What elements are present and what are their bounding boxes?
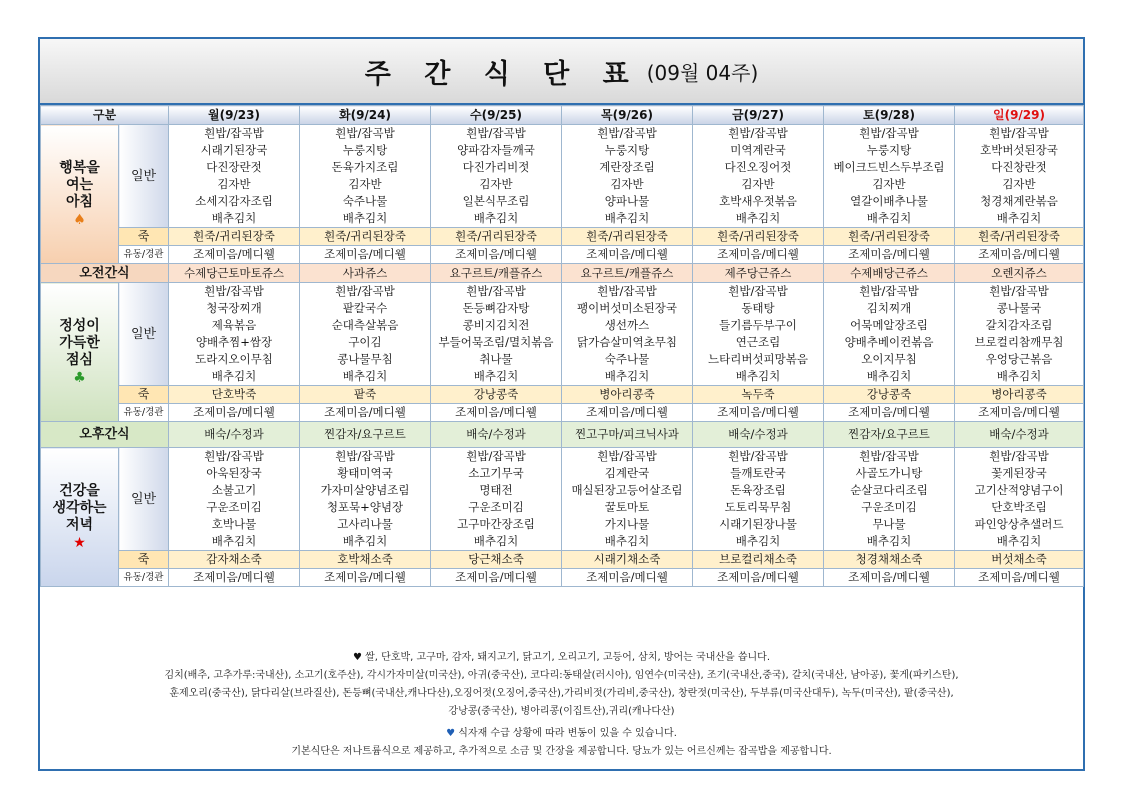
category-header: 구분 (41, 106, 169, 125)
porridge-cell: 강낭콩죽 (431, 386, 562, 404)
menu-item: 갈치감자조림 (985, 318, 1053, 332)
porridge-cell: 청경채채소죽 (824, 551, 955, 569)
menu-item: 배추김치 (866, 369, 912, 383)
porridge-cell: 녹두죽 (693, 386, 824, 404)
menu-item: 브로컬리참깨무침 (974, 335, 1064, 349)
menu-cell (562, 125, 693, 228)
liquid-cell: 조제미음/메디웰 (693, 404, 824, 422)
star-icon: ★ (73, 534, 86, 551)
menu-item: 제육볶음 (211, 318, 257, 332)
menu-item: 배추김치 (342, 369, 388, 383)
porridge-cell: 당근채소죽 (431, 551, 562, 569)
menu-item: 들깨토란국 (730, 466, 786, 480)
menu-item: 김자반 (348, 177, 382, 191)
menu-cell (955, 283, 1084, 386)
porridge-cell: 감자채소죽 (169, 551, 300, 569)
menu-item: 연근조림 (735, 335, 781, 349)
liquid-row (41, 569, 1084, 587)
snack-cell: 찐감자/요구르트 (300, 422, 431, 448)
day-header: 화(9/24) (300, 106, 431, 125)
club-icon: ♣ (73, 369, 86, 386)
menu-item: 김치찌개 (866, 301, 912, 315)
porridge-cell: 흰죽/귀리된장죽 (169, 228, 300, 246)
origin-head-line (40, 649, 1083, 667)
menu-item: 단호박조림 (991, 500, 1047, 514)
menu-item: 호박나물 (211, 517, 257, 531)
heart-icon: ♥ (352, 652, 362, 663)
menu-cell (169, 125, 300, 228)
menu-cell (431, 448, 562, 551)
menu-item: 팥칼국수 (342, 301, 388, 315)
menu-cell (300, 283, 431, 386)
liquid-row (41, 404, 1084, 422)
porridge-cell: 브로컬리채소죽 (693, 551, 824, 569)
liquid-cell: 조제미음/메디웰 (169, 569, 300, 587)
menu-item: 배추김치 (996, 211, 1042, 225)
meal-label-line: 가득한 (59, 334, 100, 351)
menu-item: 흰밥/잡곡밥 (597, 449, 657, 463)
menu-item: 시래기된장나물 (719, 517, 797, 531)
menu-item: 콩비지김치전 (462, 318, 530, 332)
snack-cell: 배숙/수정과 (431, 422, 562, 448)
origin-head: 쌀, 단호박, 고구마, 감자, 돼지고기, 닭고기, 오리고기, 고등어, 삼치, 방어는 국내산을 씁니다. (365, 652, 770, 663)
menu-item: 호박새우젓볶음 (719, 194, 797, 208)
menu-item: 흰밥/잡곡밥 (859, 449, 919, 463)
snack_am-label: 오전간식 (41, 264, 169, 283)
menu-cell (824, 125, 955, 228)
menu-item: 배추김치 (604, 211, 650, 225)
menu-item: 계란장조림 (599, 160, 655, 174)
liquid-label: 유동/경관 (119, 404, 169, 422)
meal-label-line: 여는 (65, 176, 94, 193)
menu-item: 흰밥/잡곡밥 (335, 126, 395, 140)
menu-cell (431, 125, 562, 228)
menu-item: 다진오징어젓 (724, 160, 792, 174)
menu-item: 부들어묵조림/멸치볶음 (438, 335, 554, 349)
menu-item: 양파나물 (604, 194, 650, 208)
week-label: (09월 04주) (646, 60, 759, 85)
liquid-cell: 조제미음/메디웰 (824, 569, 955, 587)
menu-item: 배추김치 (996, 534, 1042, 548)
menu-item: 흰밥/잡곡밥 (466, 284, 526, 298)
menu-item: 취나물 (479, 352, 513, 366)
menu-item: 소세지감자조림 (195, 194, 273, 208)
menu-item: 구운조미김 (206, 500, 262, 514)
weekly-menu-table (40, 105, 1084, 587)
menu-item: 구이김 (348, 335, 382, 349)
day-header: 수(9/25) (431, 106, 562, 125)
menu-cell (562, 448, 693, 551)
menu-cell (824, 283, 955, 386)
menu-item: 팽이버섯미소된장국 (577, 301, 677, 315)
menu-item: 흰밥/잡곡밥 (597, 284, 657, 298)
menu-item: 청국장찌개 (206, 301, 262, 315)
menu-item: 가지나물 (604, 517, 650, 531)
day-header: 일(9/29) (955, 106, 1084, 125)
liquid-row (41, 246, 1084, 264)
menu-item: 흰밥/잡곡밥 (989, 449, 1049, 463)
porridge-row (41, 386, 1084, 404)
menu-item: 배추김치 (604, 369, 650, 383)
menu-item: 콩나물무침 (337, 352, 393, 366)
porridge-cell: 단호박죽 (169, 386, 300, 404)
liquid-cell: 조제미음/메디웰 (562, 246, 693, 264)
menu-item: 흰밥/잡곡밥 (989, 284, 1049, 298)
menu-item: 양배추베이컨볶음 (844, 335, 934, 349)
menu-item: 김계란국 (604, 466, 650, 480)
menu-item: 콩나물국 (996, 301, 1042, 315)
meal-label-line: 저녁 (65, 516, 94, 533)
menu-item: 닭가슴살미역초무침 (577, 335, 677, 349)
menu-item: 구운조미김 (468, 500, 524, 514)
menu-item: 열갈이배추나물 (850, 194, 928, 208)
origin-line: 훈제오리(중국산), 닭다리살(브라질산), 돈등뼈(국내산,캐나다산),오징어젓(오징어,중국산),가리비젓(가리비,중국산), 창란젓(미국산), 두부류(미국산대두), 녹두(미국산), 팥(중국산), (169, 688, 954, 699)
porridge-cell: 흰죽/귀리된장죽 (693, 228, 824, 246)
liquid-cell: 조제미음/메디웰 (169, 246, 300, 264)
snack_pm-label: 오후간식 (41, 422, 169, 448)
liquid-cell: 조제미음/메디웰 (300, 404, 431, 422)
menu-item: 베이크드빈스두부조림 (833, 160, 945, 174)
menu-cell (300, 448, 431, 551)
menu-item: 파인앙상추샐러드 (974, 517, 1064, 531)
porridge-cell: 시래기채소죽 (562, 551, 693, 569)
menu-item: 구운조미김 (861, 500, 917, 514)
menu-item: 고구마간장조림 (457, 517, 535, 531)
menu-item: 도토리묵무침 (724, 500, 792, 514)
change-note-line (40, 725, 1083, 743)
menu-item: 꽃게된장국 (991, 466, 1047, 480)
general-label: 일반 (119, 448, 169, 551)
menu-cell (693, 448, 824, 551)
menu-item: 누룽지탕 (866, 143, 912, 157)
menu-item: 김자반 (741, 177, 775, 191)
menu-item: 흰밥/잡곡밥 (859, 284, 919, 298)
menu-item: 흰밥/잡곡밥 (466, 126, 526, 140)
meal-label-line: 점심 (65, 351, 94, 368)
menu-cell (693, 283, 824, 386)
menu-item: 배추김치 (866, 211, 912, 225)
day-header: 금(9/27) (693, 106, 824, 125)
snack-cell: 요구르트/캐플쥬스 (562, 264, 693, 283)
dinner-label (41, 448, 119, 587)
menu-item: 숙주나물 (604, 352, 650, 366)
menu-item: 흰밥/잡곡밥 (859, 126, 919, 140)
menu-item: 누룽지탕 (342, 143, 388, 157)
menu-item: 김자반 (217, 177, 251, 191)
day-header: 목(9/26) (562, 106, 693, 125)
general-label: 일반 (119, 283, 169, 386)
menu-item: 가자미살양념조림 (320, 483, 410, 497)
menu-item: 배추김치 (735, 369, 781, 383)
liquid-cell: 조제미음/메디웰 (562, 404, 693, 422)
liquid-cell: 조제미음/메디웰 (955, 404, 1084, 422)
menu-item: 생선까스 (604, 318, 650, 332)
snack-cell: 배숙/수정과 (955, 422, 1084, 448)
notes-section (40, 649, 1083, 761)
lunch-label (41, 283, 119, 422)
menu-item: 다진창란젓 (991, 160, 1047, 174)
menu-item: 매실된장고등어살조림 (571, 483, 683, 497)
menu-cell (562, 283, 693, 386)
porridge-label: 죽 (119, 386, 169, 404)
header-row (41, 106, 1084, 125)
menu-item: 명태전 (479, 483, 513, 497)
menu-item: 흰밥/잡곡밥 (728, 284, 788, 298)
menu-item: 황태미역국 (337, 466, 393, 480)
menu-item: 흰밥/잡곡밥 (728, 449, 788, 463)
liquid-cell: 조제미음/메디웰 (955, 569, 1084, 587)
menu-item: 배추김치 (473, 534, 519, 548)
menu-item: 고사리나물 (337, 517, 393, 531)
menu-item: 배추김치 (866, 534, 912, 548)
menu-item: 돈육가지조림 (331, 160, 399, 174)
menu-item: 도라지오이무침 (195, 352, 273, 366)
general-row (41, 125, 1084, 228)
meal-label-line: 생각하는 (52, 499, 107, 516)
liquid-cell: 조제미음/메디웰 (693, 569, 824, 587)
menu-item: 배추김치 (211, 369, 257, 383)
menu-item: 어묵메알장조림 (850, 318, 928, 332)
menu-item: 청포묵+양념장 (326, 500, 404, 514)
menu-item: 흰밥/잡곡밥 (335, 284, 395, 298)
menu-item: 돈등뼈감자탕 (462, 301, 530, 315)
general-label: 일반 (119, 125, 169, 228)
menu-cell (169, 448, 300, 551)
snack-cell: 요구르트/캐플쥬스 (431, 264, 562, 283)
liquid-cell: 조제미음/메디웰 (300, 246, 431, 264)
porridge-cell: 호박채소죽 (300, 551, 431, 569)
menu-item: 호박버섯된장국 (980, 143, 1058, 157)
meal-label-line: 아침 (65, 193, 94, 210)
menu-item: 양파감자들깨국 (457, 143, 535, 157)
menu-item: 배추김치 (211, 534, 257, 548)
breakfast-label (41, 125, 119, 264)
menu-item: 소고기무국 (468, 466, 524, 480)
snack-cell: 수제당근토마토쥬스 (169, 264, 300, 283)
porridge-cell: 버섯채소죽 (955, 551, 1084, 569)
snack-cell: 배숙/수정과 (693, 422, 824, 448)
menu-item: 배추김치 (735, 211, 781, 225)
menu-item: 고기산적양념구이 (974, 483, 1064, 497)
menu-item: 느타리버섯피망볶음 (708, 352, 808, 366)
snack-cell: 제주당근쥬스 (693, 264, 824, 283)
meal-label-line: 건강을 (59, 482, 100, 499)
menu-item: 청경채계란볶음 (980, 194, 1058, 208)
porridge-label: 죽 (119, 228, 169, 246)
liquid-cell: 조제미음/메디웰 (431, 569, 562, 587)
menu-item: 일본식무조림 (462, 194, 530, 208)
liquid-label: 유동/경관 (119, 569, 169, 587)
liquid-cell: 조제미음/메디웰 (824, 246, 955, 264)
title-bar (40, 39, 1083, 105)
menu-item: 무나물 (872, 517, 906, 531)
liquid-label: 유동/경관 (119, 246, 169, 264)
meal-label-line: 정성이 (59, 317, 100, 334)
menu-item: 흰밥/잡곡밥 (989, 126, 1049, 140)
menu-item: 들기름두부구이 (719, 318, 797, 332)
liquid-cell: 조제미음/메디웰 (431, 404, 562, 422)
menu-item: 다진장란젓 (206, 160, 262, 174)
snack-cell: 오렌지쥬스 (955, 264, 1084, 283)
menu-item: 배추김치 (211, 211, 257, 225)
liquid-cell: 조제미음/메디웰 (955, 246, 1084, 264)
liquid-cell: 조제미음/메디웰 (300, 569, 431, 587)
porridge-cell: 흰죽/귀리된장죽 (431, 228, 562, 246)
menu-item: 양배추찜+쌈장 (195, 335, 273, 349)
menu-item: 배추김치 (342, 211, 388, 225)
snack_am-row (41, 264, 1084, 283)
liquid-cell: 조제미음/메디웰 (693, 246, 824, 264)
origin-line: 강낭콩(중국산), 병아리콩(이집트산),귀리(캐나다산) (448, 706, 675, 717)
page-title: 주 간 식 단 표 (364, 58, 641, 90)
menu-item: 꿀토마토 (604, 500, 650, 514)
menu-cell (955, 448, 1084, 551)
menu-cell (169, 283, 300, 386)
porridge-cell: 흰죽/귀리된장죽 (300, 228, 431, 246)
menu-item: 다진가리비젓 (462, 160, 530, 174)
menu-item: 배추김치 (604, 534, 650, 548)
menu-item: 순대측살볶음 (331, 318, 399, 332)
menu-item: 배추김치 (473, 211, 519, 225)
spade-icon: ♠ (73, 211, 86, 228)
menu-frame (38, 37, 1085, 771)
menu-item: 배추김치 (473, 369, 519, 383)
menu-item: 흰밥/잡곡밥 (204, 284, 264, 298)
origin-line: 김치(배추, 고추가루:국내산), 소고기(호주산), 각시가자미살(미국산), 아귀(중국산), 코다리:동태살(러시아), 임연수(미국산), 조기(국내산,중국), 갈치(국내산, 남아공), 꽃게(파키스탄), (164, 670, 959, 681)
porridge-cell: 흰죽/귀리된장죽 (824, 228, 955, 246)
day-header: 월(9/23) (169, 106, 300, 125)
menu-item: 우엉당근볶음 (985, 352, 1053, 366)
snack-cell: 찐감자/요구르트 (824, 422, 955, 448)
menu-item: 순살코다리조림 (850, 483, 928, 497)
menu-item: 김자반 (872, 177, 906, 191)
menu-item: 배추김치 (735, 534, 781, 548)
liquid-cell: 조제미음/메디웰 (562, 569, 693, 587)
menu-cell (824, 448, 955, 551)
menu-item: 오이지무침 (861, 352, 917, 366)
menu-item: 흰밥/잡곡밥 (204, 126, 264, 140)
menu-item: 숙주나물 (342, 194, 388, 208)
liquid-cell: 조제미음/메디웰 (824, 404, 955, 422)
porridge-row (41, 551, 1084, 569)
porridge-cell: 흰죽/귀리된장죽 (955, 228, 1084, 246)
liquid-cell: 조제미음/메디웰 (431, 246, 562, 264)
menu-item: 배추김치 (342, 534, 388, 548)
meal-label-line: 행복을 (59, 159, 100, 176)
menu-cell (955, 125, 1084, 228)
menu-item: 아욱된장국 (206, 466, 262, 480)
menu-item: 흰밥/잡곡밥 (466, 449, 526, 463)
menu-item: 시래기된장국 (200, 143, 268, 157)
menu-item: 김자반 (1002, 177, 1036, 191)
snack-cell: 배숙/수정과 (169, 422, 300, 448)
day-header: 토(9/28) (824, 106, 955, 125)
porridge-label: 죽 (119, 551, 169, 569)
snack-cell: 수제배당근쥬스 (824, 264, 955, 283)
porridge-cell: 흰죽/귀리된장죽 (562, 228, 693, 246)
menu-item: 김자반 (610, 177, 644, 191)
liquid-cell: 조제미음/메디웰 (169, 404, 300, 422)
menu-item: 흰밥/잡곡밥 (728, 126, 788, 140)
general-row (41, 448, 1084, 551)
snack-cell: 사과쥬스 (300, 264, 431, 283)
menu-item: 흰밥/잡곡밥 (597, 126, 657, 140)
snack_pm-row (41, 422, 1084, 448)
menu-item: 미역계란국 (730, 143, 786, 157)
change-note: 식자재 수급 상황에 따라 변동이 있을 수 있습니다. (458, 728, 677, 739)
porridge-row (41, 228, 1084, 246)
porridge-cell: 병아리콩죽 (562, 386, 693, 404)
menu-item: 김자반 (479, 177, 513, 191)
porridge-cell: 강낭콩죽 (824, 386, 955, 404)
menu-cell (300, 125, 431, 228)
menu-cell (431, 283, 562, 386)
menu-item: 흰밥/잡곡밥 (335, 449, 395, 463)
porridge-cell: 병아리콩죽 (955, 386, 1084, 404)
base-note: 기본식단은 저나트륨식으로 제공하고, 추가적으로 소금 및 간장을 제공합니다. 당뇨가 있는 어르신께는 잡곡밥을 제공합니다. (291, 746, 832, 757)
snack-cell: 찐고구마/피크닉사과 (562, 422, 693, 448)
menu-item: 누룽지탕 (604, 143, 650, 157)
menu-cell (693, 125, 824, 228)
menu-item: 돈육장조림 (730, 483, 786, 497)
menu-item: 동태탕 (741, 301, 775, 315)
menu-item: 흰밥/잡곡밥 (204, 449, 264, 463)
porridge-cell: 팥죽 (300, 386, 431, 404)
heart-icon: ♥ (446, 728, 456, 739)
menu-item: 사골도가니탕 (855, 466, 923, 480)
general-row (41, 283, 1084, 386)
menu-item: 배추김치 (996, 369, 1042, 383)
menu-item: 소불고기 (211, 483, 257, 497)
